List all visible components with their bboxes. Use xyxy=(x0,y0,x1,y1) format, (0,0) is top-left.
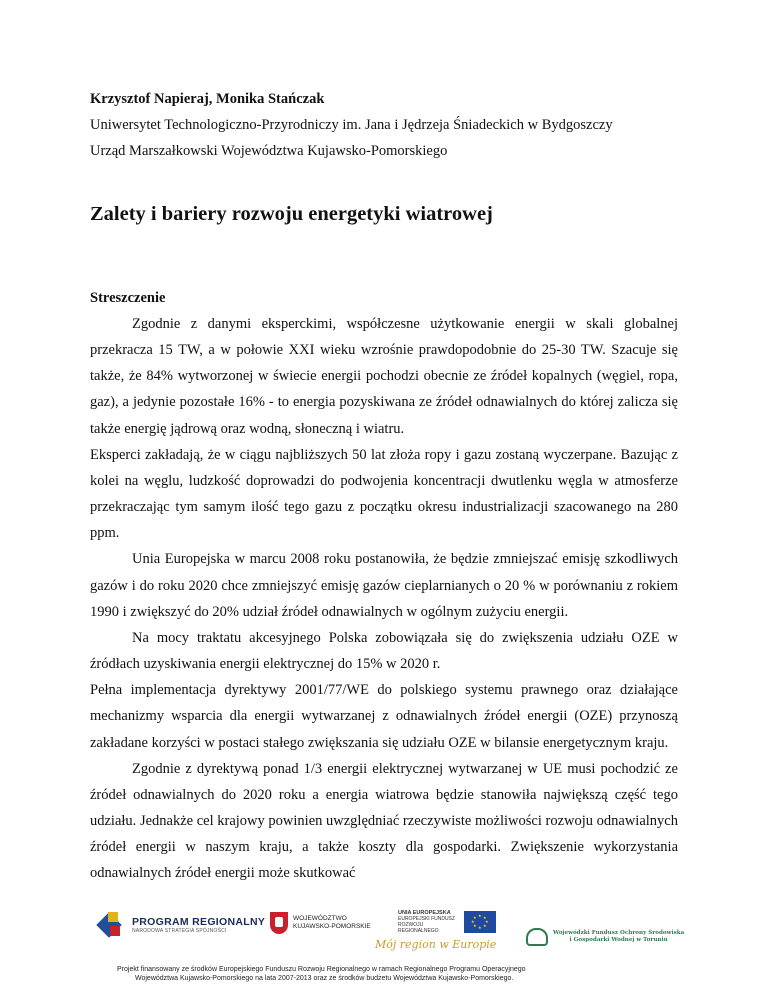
authors: Krzysztof Napieraj, Monika Stańczak xyxy=(90,91,325,107)
eu-logo xyxy=(398,910,496,934)
abstract-paragraph-3: Unia Europejska w marcu 2008 roku postanowiła, że będzie zmniejszać emisję szkodliwych gazów i do roku 2020 chce zmniejszyć emisję gazów cieplarnianych o 20 % w porównaniu z rokiem 1990 i zwiększyć do 20% udział źródeł odnawialnych w ogólnym zużyciu energii. xyxy=(90,551,678,620)
program-regionalny-icon xyxy=(96,910,126,940)
abstract-paragraph-6: Zgodnie z dyrektywą ponad 1/3 energii elektrycznej wytwarzanej w UE musi pochodzić ze źródeł odnawialnych do 2020 roku a energia wiatrowa będzie stanowiła największą część tego udziału. Jednakże cel krajowy powinien uwzględniać rzeczywiste możliwości rozwoju odnawialnych źródeł energii w naszym kraju, a także koszty dla gospodarki. Zwiększenie wykorzystania odnawialnych źródeł energii może skutkować xyxy=(90,760,678,882)
voivodeship-label-2: KUJAWSKO-POMORSKIE xyxy=(293,923,371,930)
abstract-paragraph-1: Zgodnie z danymi eksperckimi, współczesne użytkowanie energii w skali globalnej przekracza 15 TW, a w połowie XXI wieku wzrośnie prawdopodobnie do 25-30 TW. Szacuje się także, że 84% wytworzonej w świecie energii pochodzi obecnie ze źródeł kopalnych (węgiel, ropa, gaz), a jedynie pozostałe 16% - to energia pozyskiwana ze źródeł odnawialnych do której zalicza się także energię jądrową oraz wodną, słoneczną i wiatru. xyxy=(90,316,678,437)
document-header xyxy=(90,86,690,164)
program-regionalny-sublabel: NARODOWA STRATEGIA SPÓJNOŚCI xyxy=(132,928,227,934)
abstract-paragraph-4: Na mocy traktatu akcesyjnego Polska zobowiązała się do zwiększenia udziału OZE w źródłach uzyskiwania energii elektrycznej do 15% w 2020 r. xyxy=(90,629,678,673)
motto-text: Mój region w Europie xyxy=(375,938,497,951)
eu-label-3: ROZWOJU REGIONALNEGO xyxy=(398,922,439,934)
environment-fund-label-1: Wojewódzki Fundusz Ochrony Środowiska xyxy=(553,930,685,936)
environment-fund-logo xyxy=(526,928,684,946)
abstract-heading: Streszczenie xyxy=(90,290,166,306)
affiliation-office: Urząd Marszałkowski Województwa Kujawsko-Pomorskiego xyxy=(90,143,448,159)
eu-label-2: EUROPEJSKI FUNDUSZ xyxy=(398,916,455,922)
funding-note-line-1: Projekt finansowany ze środków Europejskiego Funduszu Rozwoju Regionalnego w ramach Regionalnego Programu Operacyjnego xyxy=(117,966,526,973)
document-title: Zalety i bariery rozwoju energetyki wiatrowej xyxy=(90,203,493,225)
affiliation-university: Uniwersytet Technologiczno-Przyrodniczy im. Jana i Jędrzeja Śniadeckich w Bydgoszczy xyxy=(90,117,613,133)
abstract-paragraph-5: Pełna implementacja dyrektywy 2001/77/WE do polskiego systemu prawnego oraz działające mechanizmy wsparcia dla energii wytwarzanej z odnawialnych źródeł energii (OZE) przynoszą zakładane korzyści w postaci stałego zwiększania się udziału OZE w bilansie energetycznym kraju. xyxy=(90,682,678,751)
voivodeship-label-1: WOJEWÓDZTWO xyxy=(293,915,347,922)
leaf-icon xyxy=(526,928,548,946)
abstract-section xyxy=(90,285,678,886)
program-regionalny-label: PROGRAM REGIONALNY xyxy=(132,916,266,928)
environment-fund-label-2: i Gospodarki Wodnej w Toruniu xyxy=(569,937,668,943)
eu-flag-icon: ★ ★ ★ ★ ★ ★ ★ ★ xyxy=(464,911,496,933)
voivodeship-logo xyxy=(270,912,371,934)
coat-of-arms-icon xyxy=(270,912,288,934)
funding-note xyxy=(117,965,677,983)
program-regionalny-logo xyxy=(96,910,265,940)
eu-label-1: UNIA EUROPEJSKA xyxy=(398,910,451,916)
funding-note-line-2: Województwa Kujawsko-Pomorskiego na lata 2007-2013 oraz ze środków budżetu Województwa Kujawsko-Pomorskiego. xyxy=(135,975,514,982)
abstract-paragraph-2: Eksperci zakładają, że w ciągu najbliższych 50 lat złoża ropy i gazu zostaną wyczerpane. Bazując z kolei na węglu, ludzkość doprowadzi do podwojenia koncentracji dwutlenku węgla w atmosferze przekraczając tym samym ilość tego gazu z początku okresu industrializacji szacowanego na 280 ppm. xyxy=(90,446,678,542)
